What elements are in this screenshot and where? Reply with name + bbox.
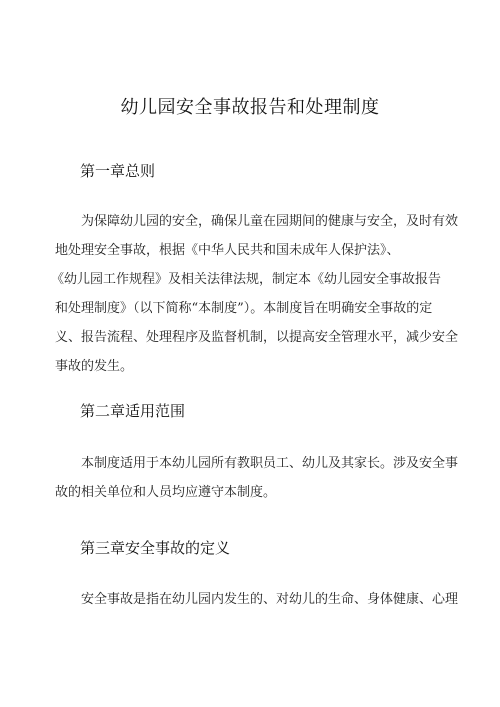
paragraph-line: 《幼儿园工作规程》及相关法律法规，制定本《幼儿园安全事故报告	[51, 272, 442, 287]
chapter-2-heading: 第二章适用范围	[80, 402, 186, 420]
document-title: 幼儿园安全事故报告和处理制度	[120, 97, 380, 118]
paragraph-line: 地处理安全事故，根据《中华人民共和国未成年人保护法》、	[55, 243, 400, 258]
chapter-3-paragraph	[55, 585, 459, 614]
chapter-3-heading: 第三章安全事故的定义	[80, 539, 231, 557]
chapter-2-paragraph	[55, 449, 459, 507]
paragraph-line: 为保障幼儿园的安全，确保儿童在园期间的健康与安全，及时有效	[81, 214, 459, 229]
chapter-1-heading: 第一章总则	[80, 162, 156, 180]
paragraph-line: 安全事故是指在幼儿园内发生的、对幼儿的生命、身体健康、心理	[81, 592, 459, 607]
paragraph-line: 和处理制度》（以下简称“本制度”）。本制度旨在明确安全事故的定	[55, 301, 433, 316]
paragraph-line: 义、报告流程、处理程序及监督机制，以提高安全管理水平，减少安全	[55, 330, 459, 345]
chapter-1-paragraph	[51, 207, 459, 381]
paragraph-line: 故的相关单位和人员均应遵守本制度。	[55, 485, 277, 500]
paragraph-line: 本制度适用于本幼儿园所有教职员工、幼儿及其家长。涉及安全事	[81, 456, 459, 471]
paragraph-line: 事故的发生。	[55, 359, 134, 374]
